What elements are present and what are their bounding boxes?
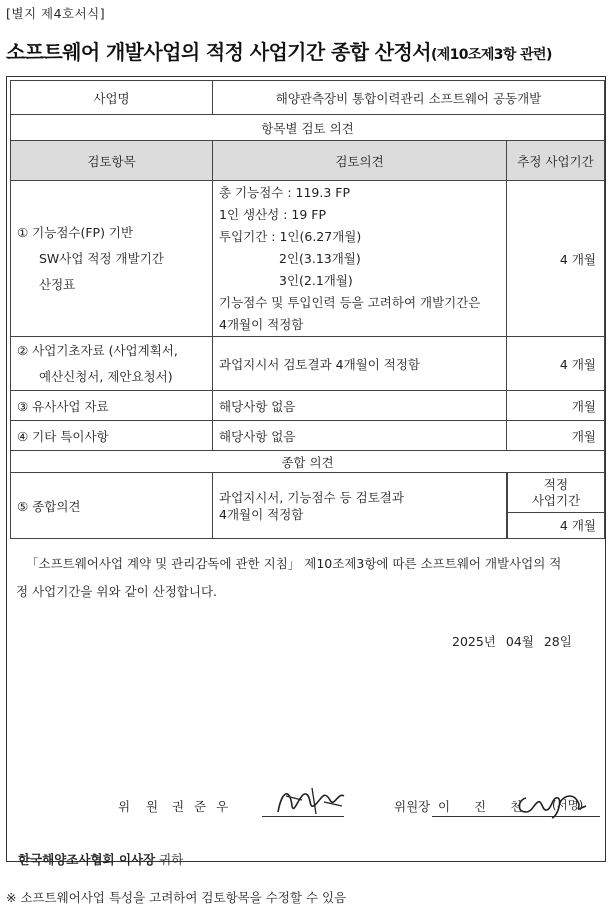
table-row xyxy=(11,421,605,451)
opinion-cell xyxy=(213,181,507,337)
opinion-line: 3인(2.1개월) xyxy=(279,272,353,288)
member-signature xyxy=(272,782,352,820)
item-line: ① 기능점수(FP) 기반 xyxy=(17,224,134,240)
item-cell xyxy=(11,181,213,337)
summary-period-value: 4 개월 xyxy=(507,513,604,538)
addressee xyxy=(18,850,183,868)
summary-period-cell xyxy=(507,473,605,539)
period-label-line: 적정 xyxy=(543,477,569,492)
period-cell: 개월 xyxy=(507,421,605,451)
chair-seal-label: (서명) xyxy=(552,798,584,812)
item-cell xyxy=(11,337,213,391)
chair-signature xyxy=(512,780,592,820)
summary-row xyxy=(11,473,605,539)
period-cell: 4 개월 xyxy=(507,337,605,391)
opinion-line: 2인(3.13개월) xyxy=(279,250,361,266)
period-label-line: 사업기간 xyxy=(531,493,581,508)
period-cell: 4 개월 xyxy=(507,181,605,337)
col-item-header: 검토항목 xyxy=(11,141,213,181)
table-row xyxy=(11,391,605,421)
opinion-line: 4개월이 적정함 xyxy=(219,506,304,522)
issue-date: 2025년 04월 28일 xyxy=(452,634,572,649)
statement-line: 정 사업기간을 위와 같이 산정합니다. xyxy=(16,584,217,599)
column-header-row xyxy=(11,141,605,181)
project-label: 사업명 xyxy=(11,81,213,115)
period-label xyxy=(507,473,604,513)
member-name: 권 준 우 xyxy=(172,799,232,814)
item-line: SW사업 적정 개발기간 xyxy=(39,250,164,266)
summary-opinion xyxy=(213,473,507,539)
opinion-line: 총 기능점수 : 119.3 FP xyxy=(219,184,350,200)
review-section-header: 항목별 검토 의견 xyxy=(11,115,605,141)
project-value: 해양관측장비 통합이력관리 소프트웨어 공동개발 xyxy=(213,81,605,115)
chair-label: 위원장 xyxy=(394,799,431,814)
summary-item: ⑤ 종합의견 xyxy=(11,473,213,539)
title-main: 소프트웨어 개발사업의 적정 사업기간 종합 산정서 xyxy=(6,40,431,64)
item-line: 예산신청서, 제안요청서) xyxy=(39,368,173,384)
footnote: ※ 소프트웨어사업 특성을 고려하여 검토항목을 수정할 수 있음 xyxy=(6,890,347,905)
project-row xyxy=(11,81,605,115)
period-cell: 개월 xyxy=(507,391,605,421)
opinion-cell: 해당사항 없음 xyxy=(213,421,507,451)
chair-name: 이 진 천 xyxy=(438,799,533,814)
item-cell: ③ 유사사업 자료 xyxy=(11,391,213,421)
opinion-line: 투입기간 : 1인(6.27개월) xyxy=(219,228,362,244)
item-cell: ④ 기타 특이사항 xyxy=(11,421,213,451)
opinion-line: 기능점수 및 투입인력 등을 고려하여 개발기간은 xyxy=(219,294,481,310)
opinion-line: 과업지시서, 기능점수 등 검토결과 xyxy=(219,489,404,505)
form-number: [별지 제4호서식] xyxy=(6,6,106,21)
title-suffix: (제10조제3항 관련) xyxy=(430,47,552,63)
item-line: ② 사업기초자료 (사업계획서, xyxy=(17,342,178,358)
opinion-cell: 해당사항 없음 xyxy=(213,391,507,421)
addressee-org: 한국해양조사협회 이사장 xyxy=(18,852,156,867)
statement-line: 「소프트웨어사업 계약 및 관리감독에 관한 지침」 제10조제3항에 따른 소프트웨어 개발사업의 적 xyxy=(26,556,562,571)
review-table xyxy=(10,80,605,539)
member-label: 위 원 xyxy=(118,799,165,814)
table-row xyxy=(11,181,605,337)
col-period-header: 추정 사업기간 xyxy=(507,141,605,181)
col-opinion-header: 검토의견 xyxy=(213,141,507,181)
opinion-line: 1인 생산성 : 19 FP xyxy=(219,206,326,222)
summary-section-header: 종합 의견 xyxy=(11,451,605,473)
addressee-suffix: 귀하 xyxy=(159,852,184,867)
opinion-cell: 과업지시서 검토결과 4개월이 적정함 xyxy=(213,337,507,391)
table-row xyxy=(11,337,605,391)
item-line: 산정표 xyxy=(39,276,76,292)
document-title xyxy=(6,36,552,65)
opinion-line: 4개월이 적정함 xyxy=(219,316,304,332)
